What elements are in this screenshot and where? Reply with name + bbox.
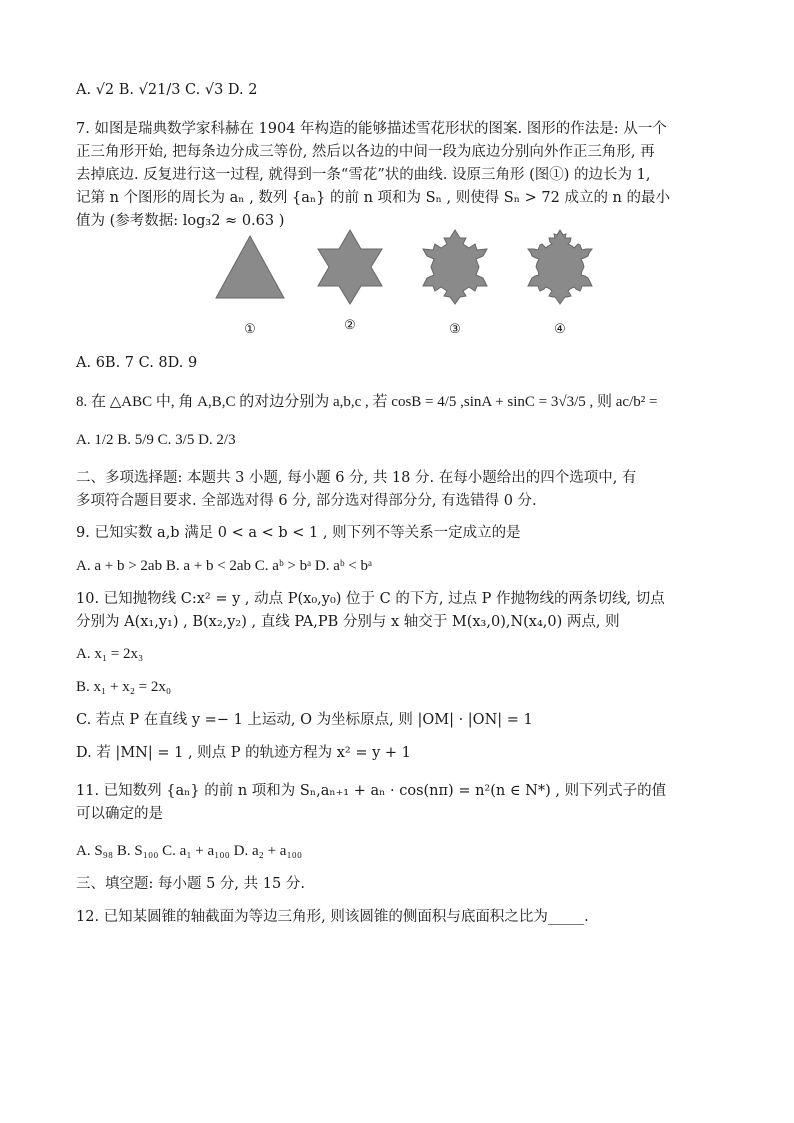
q6-options: A. √2 B. √21/3 C. √3 D. 2 xyxy=(76,82,258,98)
q7-stem-line-5: 值为 (参考数据: log₃2 ≈ 0.63 ) xyxy=(76,213,285,229)
q10-stem-line-2: 分别为 A(x₁,y₁) , B(x₂,y₂) , 直线 PA,PB 分别与 x 轴交于 M(x₃,0),N(x₄,0) 两点, 则 xyxy=(76,614,620,630)
q12-stem: 12. 已知某圆锥的轴截面为等边三角形, 则该圆锥的侧面积与底面积之比为_____. xyxy=(76,909,589,925)
q8-options: A. 1/2 B. 5/9 C. 3/5 D. 2/3 xyxy=(76,432,236,448)
section-3-heading: 三、填空题: 每小题 5 分, 共 15 分. xyxy=(76,876,305,892)
figure-3-snowflake xyxy=(415,228,495,308)
q7-stem-line-2: 正三角形开始, 把每条边分成三等份, 然后以各边的中间一段为底边分别向外作正三角形, 再 xyxy=(76,144,655,160)
q7-stem-line-4: 记第 n 个图形的周长为 aₙ , 数列 {aₙ} 的前 n 项和为 Sₙ , 则使得 Sₙ > 72 成立的 n 的最小 xyxy=(76,190,670,206)
figure-4-caption: ④ xyxy=(554,322,566,337)
q10-option-c: C. 若点 P 在直线 y =− 1 上运动, O 为坐标原点, 则 |OM| · |ON| = 1 xyxy=(76,712,533,728)
figure-2-star xyxy=(310,228,390,308)
q9-options: A. a + b > 2ab B. a + b < 2ab C. aᵇ > bᵃ D. aᵇ < bᵃ xyxy=(76,558,373,574)
q11-options: A. S₉₈ B. S₁₀₀ C. a₁ + a₁₀₀ D. a₂ + a₁₀₀ xyxy=(76,843,303,859)
figure-1-triangle xyxy=(210,228,290,308)
q11-stem-line-2: 可以确定的是 xyxy=(76,806,163,822)
figure-1-caption: ① xyxy=(244,322,256,337)
q7-stem-line-3: 去掉底边. 反复进行这一过程, 就得到一条“雪花”状的曲线. 设原三角形 (图①) 的边长为 1, xyxy=(76,167,651,183)
q11-stem-line-1: 11. 已知数列 {aₙ} 的前 n 项和为 Sₙ,aₙ₊₁ + aₙ · cos(nπ) = n²(n ∈ N*) , 则下列式子的值 xyxy=(76,783,667,799)
figure-3-caption: ③ xyxy=(449,322,461,337)
q10-option-a: A. x₁ = 2x₃ xyxy=(76,646,144,662)
figure-2-caption: ② xyxy=(344,318,356,333)
q10-option-b: B. x₁ + x₂ = 2x₀ xyxy=(76,679,172,695)
section-2-line-1: 二、多项选择题: 本题共 3 小题, 每小题 6 分, 共 18 分. 在每小题给出的四个选项中, 有 xyxy=(76,470,637,486)
q10-option-d: D. 若 |MN| = 1 , 则点 P 的轨迹方程为 x² = y + 1 xyxy=(76,745,411,761)
q7-options: A. 6B. 7 C. 8D. 9 xyxy=(76,355,198,371)
figure-4-snowflake xyxy=(520,228,600,308)
q8-stem: 8. 在 △ABC 中, 角 A,B,C 的对边分别为 a,b,c , 若 cosB = 4/5 ,sinA + sinC = 3√3/5 , 则 ac/b² = xyxy=(76,394,658,410)
koch-snowflake-figures xyxy=(210,228,590,346)
q10-stem-line-1: 10. 已知抛物线 C:x² = y , 动点 P(x₀,y₀) 位于 C 的下方, 过点 P 作抛物线的两条切线, 切点 xyxy=(76,591,665,607)
q7-stem-line-1: 7. 如图是瑞典数学家科赫在 1904 年构造的能够描述雪花形状的图案. 图形的作法是: 从一个 xyxy=(76,121,667,137)
q9-stem: 9. 已知实数 a,b 满足 0 < a < b < 1 , 则下列不等关系一定成立的是 xyxy=(76,525,521,541)
section-2-line-2: 多项符合题目要求. 全部选对得 6 分, 部分选对得部分分, 有选错得 0 分. xyxy=(76,493,537,509)
